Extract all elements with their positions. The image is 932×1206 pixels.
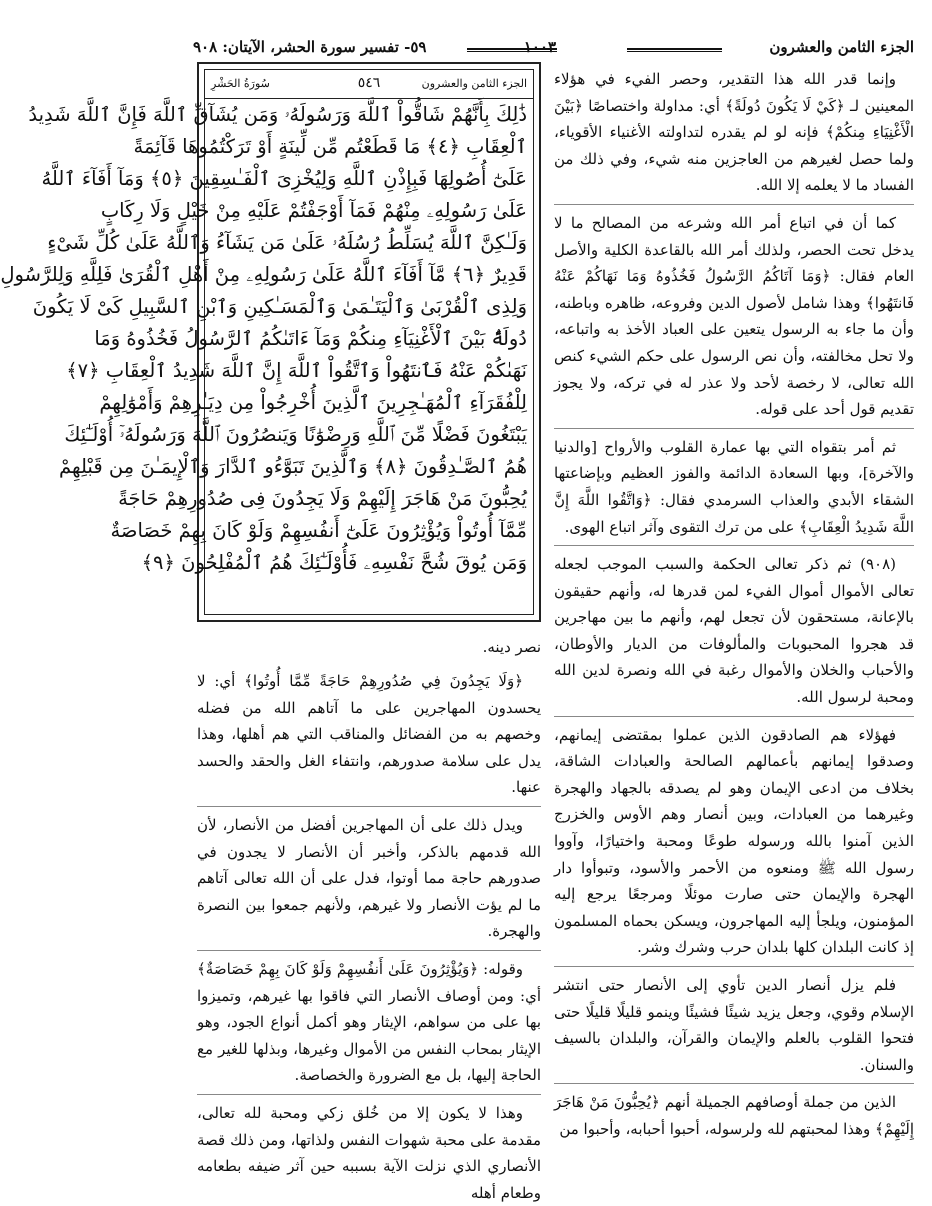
- page-header: [175, 34, 932, 62]
- paragraph-divider: [197, 806, 541, 807]
- header-rule-left: [467, 48, 557, 52]
- quran-line: مِّمَّآ أُوتُواْ وَيُؤْثِرُونَ عَلَىٰٓ أَنفُسِهِمْ وَلَوْ كَانَ بِهِمْ خَصَاصَةٌ: [110, 519, 527, 542]
- quran-line: وَلَـٰكِنَّ ٱللَّهَ يُسَلِّطُ رُسُلَهُۥ عَلَىٰ مَن يَشَآءُ وَٱللَّهُ عَلَىٰ كُلِّ شَىْءٍ: [47, 231, 527, 254]
- quran-line: نَهَىٰكُمْ عَنْهُ فَٱنتَهُواْ وَٱتَّقُواْ ٱللَّهَ إِنَّ ٱللَّهَ شَدِيدُ ٱلْعِقَابِ ﴿٧﴾: [66, 359, 527, 382]
- header-rule-right: [627, 48, 722, 52]
- quran-line: يُحِبُّونَ مَنْ هَاجَرَ إِلَيْهِمْ وَلَا يَجِدُونَ فِى صُدُورِهِمْ حَاجَةً: [118, 487, 527, 510]
- commentary-paragraph: ويدل ذلك على أن المهاجرين أفضل من الأنصار، لأن الله قدمهم بالذكر، وأخبر أن الأنصار لا يجدون في صدورهم حاجة مما أوتوا، فدل على أن الله تعالى آتاهم ما لم يؤت الأنصار ولا غيرهم، ولأنهم جمعوا بين النصرة والهجرة.: [197, 815, 541, 941]
- part-title: الجزء الثامن والعشرون: [769, 38, 914, 56]
- quran-box: [0, 62, 541, 622]
- paragraph-divider: [554, 1083, 914, 1084]
- paragraph-divider: [554, 716, 914, 717]
- quran-line: لِلْفُقَرَآءِ ٱلْمُهَـٰجِرِينَ ٱلَّذِينَ أُخْرِجُواْ مِن دِيَـٰرِهِمْ وَأَمْوَٰلِهِمْ: [99, 391, 527, 414]
- quran-line: وَمَن يُوقَ شُحَّ نَفْسِهِۦ فَأُوْلَـٰٓئِكَ هُمُ ٱلْمُفْلِحُونَ ﴿٩﴾: [141, 551, 527, 574]
- paragraph-divider: [197, 1094, 541, 1095]
- quran-line: دُولَةًۢ بَيْنَ ٱلْأَغْنِيَآءِ مِنكُمْ وَمَآ ءَاتَىٰكُمُ ٱلرَّسُولُ فَخُذُوهُ وَمَا: [94, 327, 527, 350]
- paragraph-divider: [554, 204, 914, 205]
- quran-head-part: الجزء الثامن والعشرون: [421, 77, 527, 90]
- commentary-paragraph: وإنما قدر الله هذا التقدير، وحصر الفيء في هؤلاء المعينين لـ ﴿كَيْ لَا يَكُونَ دُولَةً﴾ أي: مداولة واختصاصًا ﴿بَيْنَ الْأَغْنِيَاءِ مِنكُمْ﴾ فإنه لو لم يقدره لتداولته الأغنياء الأقوياء، ولما حصل لغيرهم من العاجزين منه شيء، وفي ذلك من الفساد ما لا يعلمه إلا الله.: [554, 70, 914, 195]
- paragraph-divider: [197, 950, 541, 951]
- quran-line: قَدِيرٌ ﴿٦﴾ مَّآ أَفَآءَ ٱللَّهُ عَلَىٰ رَسُولِهِۦ مِنْ أَهْلِ ٱلْقُرَىٰ فَلِلَّهِ وَلِلرَّسُولِ: [0, 263, 527, 286]
- quran-line: وَلِذِى ٱلْقُرْبَىٰ وَٱلْيَتَـٰمَىٰ وَٱلْمَسَـٰكِينِ وَٱبْنِ ٱلسَّبِيلِ كَىْ لَا يَكُونَ: [32, 295, 527, 318]
- quran-box-head: [205, 70, 533, 99]
- surah-info: ٥٩- تفسير سورة الحشر، الآيتان: ٩٠٨: [193, 38, 427, 56]
- commentary-paragraph: وقوله: ﴿وَيُؤْثِرُونَ عَلَىٰ أَنفُسِهِمْ وَلَوْ كَانَ بِهِمْ خَصَاصَةٌ﴾ أي: ومن أوصاف الأنصار التي فاقوا بها غيرهم، وتميزوا بها على من سواهم، الإيثار وهو أكمل أنواع الجود، وهو الإيثار بمحاب النفس من الأموال وغيرها، وبذلها للغير مع الحاجة إليها، بل مع الضرورة والخصاصة.: [197, 959, 541, 1085]
- quran-head-number: ٥٤٦: [357, 75, 381, 91]
- quran-box-inner: [0, 69, 534, 615]
- commentary-paragraph: الذين من جملة أوصافهم الجميلة أنهم ﴿يُحِبُّونَ مَنْ هَاجَرَ إِلَيْهِمْ﴾ وهذا لمحبتهم لله ولرسوله، أحبوا أحبابه، وأحبوا من: [554, 1093, 914, 1138]
- commentary-paragraph: (٩٠٨) ثم ذكر تعالى الحكمة والسبب الموجب لجعله تعالى الأموال أموال الفيء لمن قدرها له، وأنهم حقيقون بالإعانة، مستحقون لأن تجعل لهم، وأنهم ما بين مهاجرين قد هجروا المحبوبات والمألوفات من الديار والأوطان، والأحباب والخلان والأموال رغبة في الله ونصرة لدين الله ومحبة لرسول الله.: [554, 555, 914, 707]
- page-number: ١٠٠٣: [523, 38, 557, 56]
- commentary-left-column: [197, 668, 541, 1206]
- left-column-top-line: نصر دينه.: [482, 638, 541, 656]
- commentary-paragraph: وهذا لا يكون إلا من خُلق زكي ومحبة لله تعالى، مقدمة على محبة شهوات النفس ولذاتها، ومن ذلك قصة الأنصاري الذي نزلت الآية بسببه حين آثر ضيفه بطعامه وطعام أهله: [197, 1103, 541, 1202]
- quran-line: عَلَىٰٓ أُصُولِهَا فَبِإِذْنِ ٱللَّهِ وَلِيُخْزِىَ ٱلْفَـٰسِقِينَ ﴿٥﴾ وَمَآ أَفَآءَ ٱللَّهُ: [41, 167, 527, 190]
- commentary-paragraph: ﴿وَلَا يَجِدُونَ فِي صُدُورِهِمْ حَاجَةً مِّمَّا أُوتُوا﴾ أي: لا يحسدون المهاجرين على ما آتاهم الله من فضله وخصهم به من الفضائل والمناقب التي هم أهلها، وهذا يدل على سلامة صدورهم، وانتفاء الغل والحقد والحسد عنها.: [197, 672, 541, 797]
- commentary-right-column: [554, 66, 914, 1143]
- quran-line: يَبْتَغُونَ فَضْلًا مِّنَ ٱللَّهِ وَرِضْوَٰنًا وَيَنصُرُونَ ٱللَّهَ وَرَسُولَهُۥٓ أُوْلَـٰٓئِكَ: [64, 423, 527, 446]
- quran-line: عَلَىٰ رَسُولِهِۦ مِنْهُمْ فَمَآ أَوْجَفْتُمْ عَلَيْهِ مِنْ خَيْلٍ وَلَا رِكَابٍ: [100, 199, 527, 222]
- commentary-paragraph: كما أن في اتباع أمر الله وشرعه من المصالح ما لا يدخل تحت الحصر، ولذلك أمر الله بالقاعدة الكلية والأصل العام فقال: ﴿وَمَا آتَاكُمُ الرَّسُولُ فَخُذُوهُ وَمَا نَهَاكُمْ عَنْهُ فَانتَهُوا﴾ وهذا شامل لأصول الدين وفروعه، ظاهره وباطنه، وأن ما جاء به الرسول يتعين على العباد الأخذ به واتباعه، ولا تحل مخالفته، وأن نص الرسول على حكم الشيء كنص الله تعالى، لا رخصة لأحد ولا عذر له في تركه، ولا يجوز تقديم قول أحد على قوله.: [554, 213, 914, 419]
- commentary-paragraph: فلم يزل أنصار الدين تأوي إلى الأنصار حتى انتشر الإسلام وقوي، وجعل يزيد شيئًا فشيئًا وينمو قليلًا قليلًا حتى فتحوا القلوب بالعلم والإيمان والقرآن، والبلدان بالسيف والسنان.: [554, 976, 914, 1074]
- quran-head-surah: سُورَةُ الحَشْرِ: [211, 77, 270, 90]
- paragraph-divider: [554, 545, 914, 546]
- commentary-paragraph: فهؤلاء هم الصادقون الذين عملوا بمقتضى إيمانهم، وصدقوا إيمانهم بأعمالهم الصالحة والعبادات الشاقة، بخلاف من ادعى الإيمان وهو لم يصدقه بالجهاد والهجرة وغيرهما من العبادات، وبين أنصار وهم الأوس والخزرج الذين آمنوا بالله ورسوله طوعًا ومحبة واختيارًا، وآووا رسول الله ﷺ ومنعوه من الأحمر والأسود، وتبوأوا دار الهجرة والإيمان حتى صارت موئلًا ومرجعًا يرجع إليه المؤمنون، ويلجأ إليه المهاجرون، ويسكن بحماه المسلمون إذ كانت البلدان كلها بلدان حرب وشرك وشر.: [554, 725, 914, 957]
- quran-line: هُمُ ٱلصَّـٰدِقُونَ ﴿٨﴾ وَٱلَّذِينَ تَبَوَّءُو ٱلدَّارَ وَٱلْإِيمَـٰنَ مِن قَبْلِهِمْ: [59, 455, 527, 478]
- quran-line: ٱلْعِقَابِ ﴿٤﴾ مَا قَطَعْتُم مِّن لِّينَةٍ أَوْ تَرَكْتُمُوهَا قَآئِمَةً: [133, 135, 527, 158]
- commentary-paragraph: ثم أمر بتقواه التي بها عمارة القلوب والأرواح [والدنيا والآخرة]، وبها السعادة الدائمة والفوز العظيم وبإضاعتها الشقاء الأبدي والعذاب السرمدي فقال: ﴿وَاتَّقُوا اللَّهَ إِنَّ اللَّهَ شَدِيدُ الْعِقَابِ﴾ على من ترك التقوى وآثر اتباع الهوى.: [554, 437, 914, 536]
- paragraph-divider: [554, 428, 914, 429]
- paragraph-divider: [554, 966, 914, 967]
- quran-line: ذَٰلِكَ بِأَنَّهُمْ شَاقُّواْ ٱللَّهَ وَرَسُولَهُۥ وَمَن يُشَآقِّ ٱللَّهَ فَإِنَّ ٱللَّهَ شَدِيدُ: [28, 103, 527, 126]
